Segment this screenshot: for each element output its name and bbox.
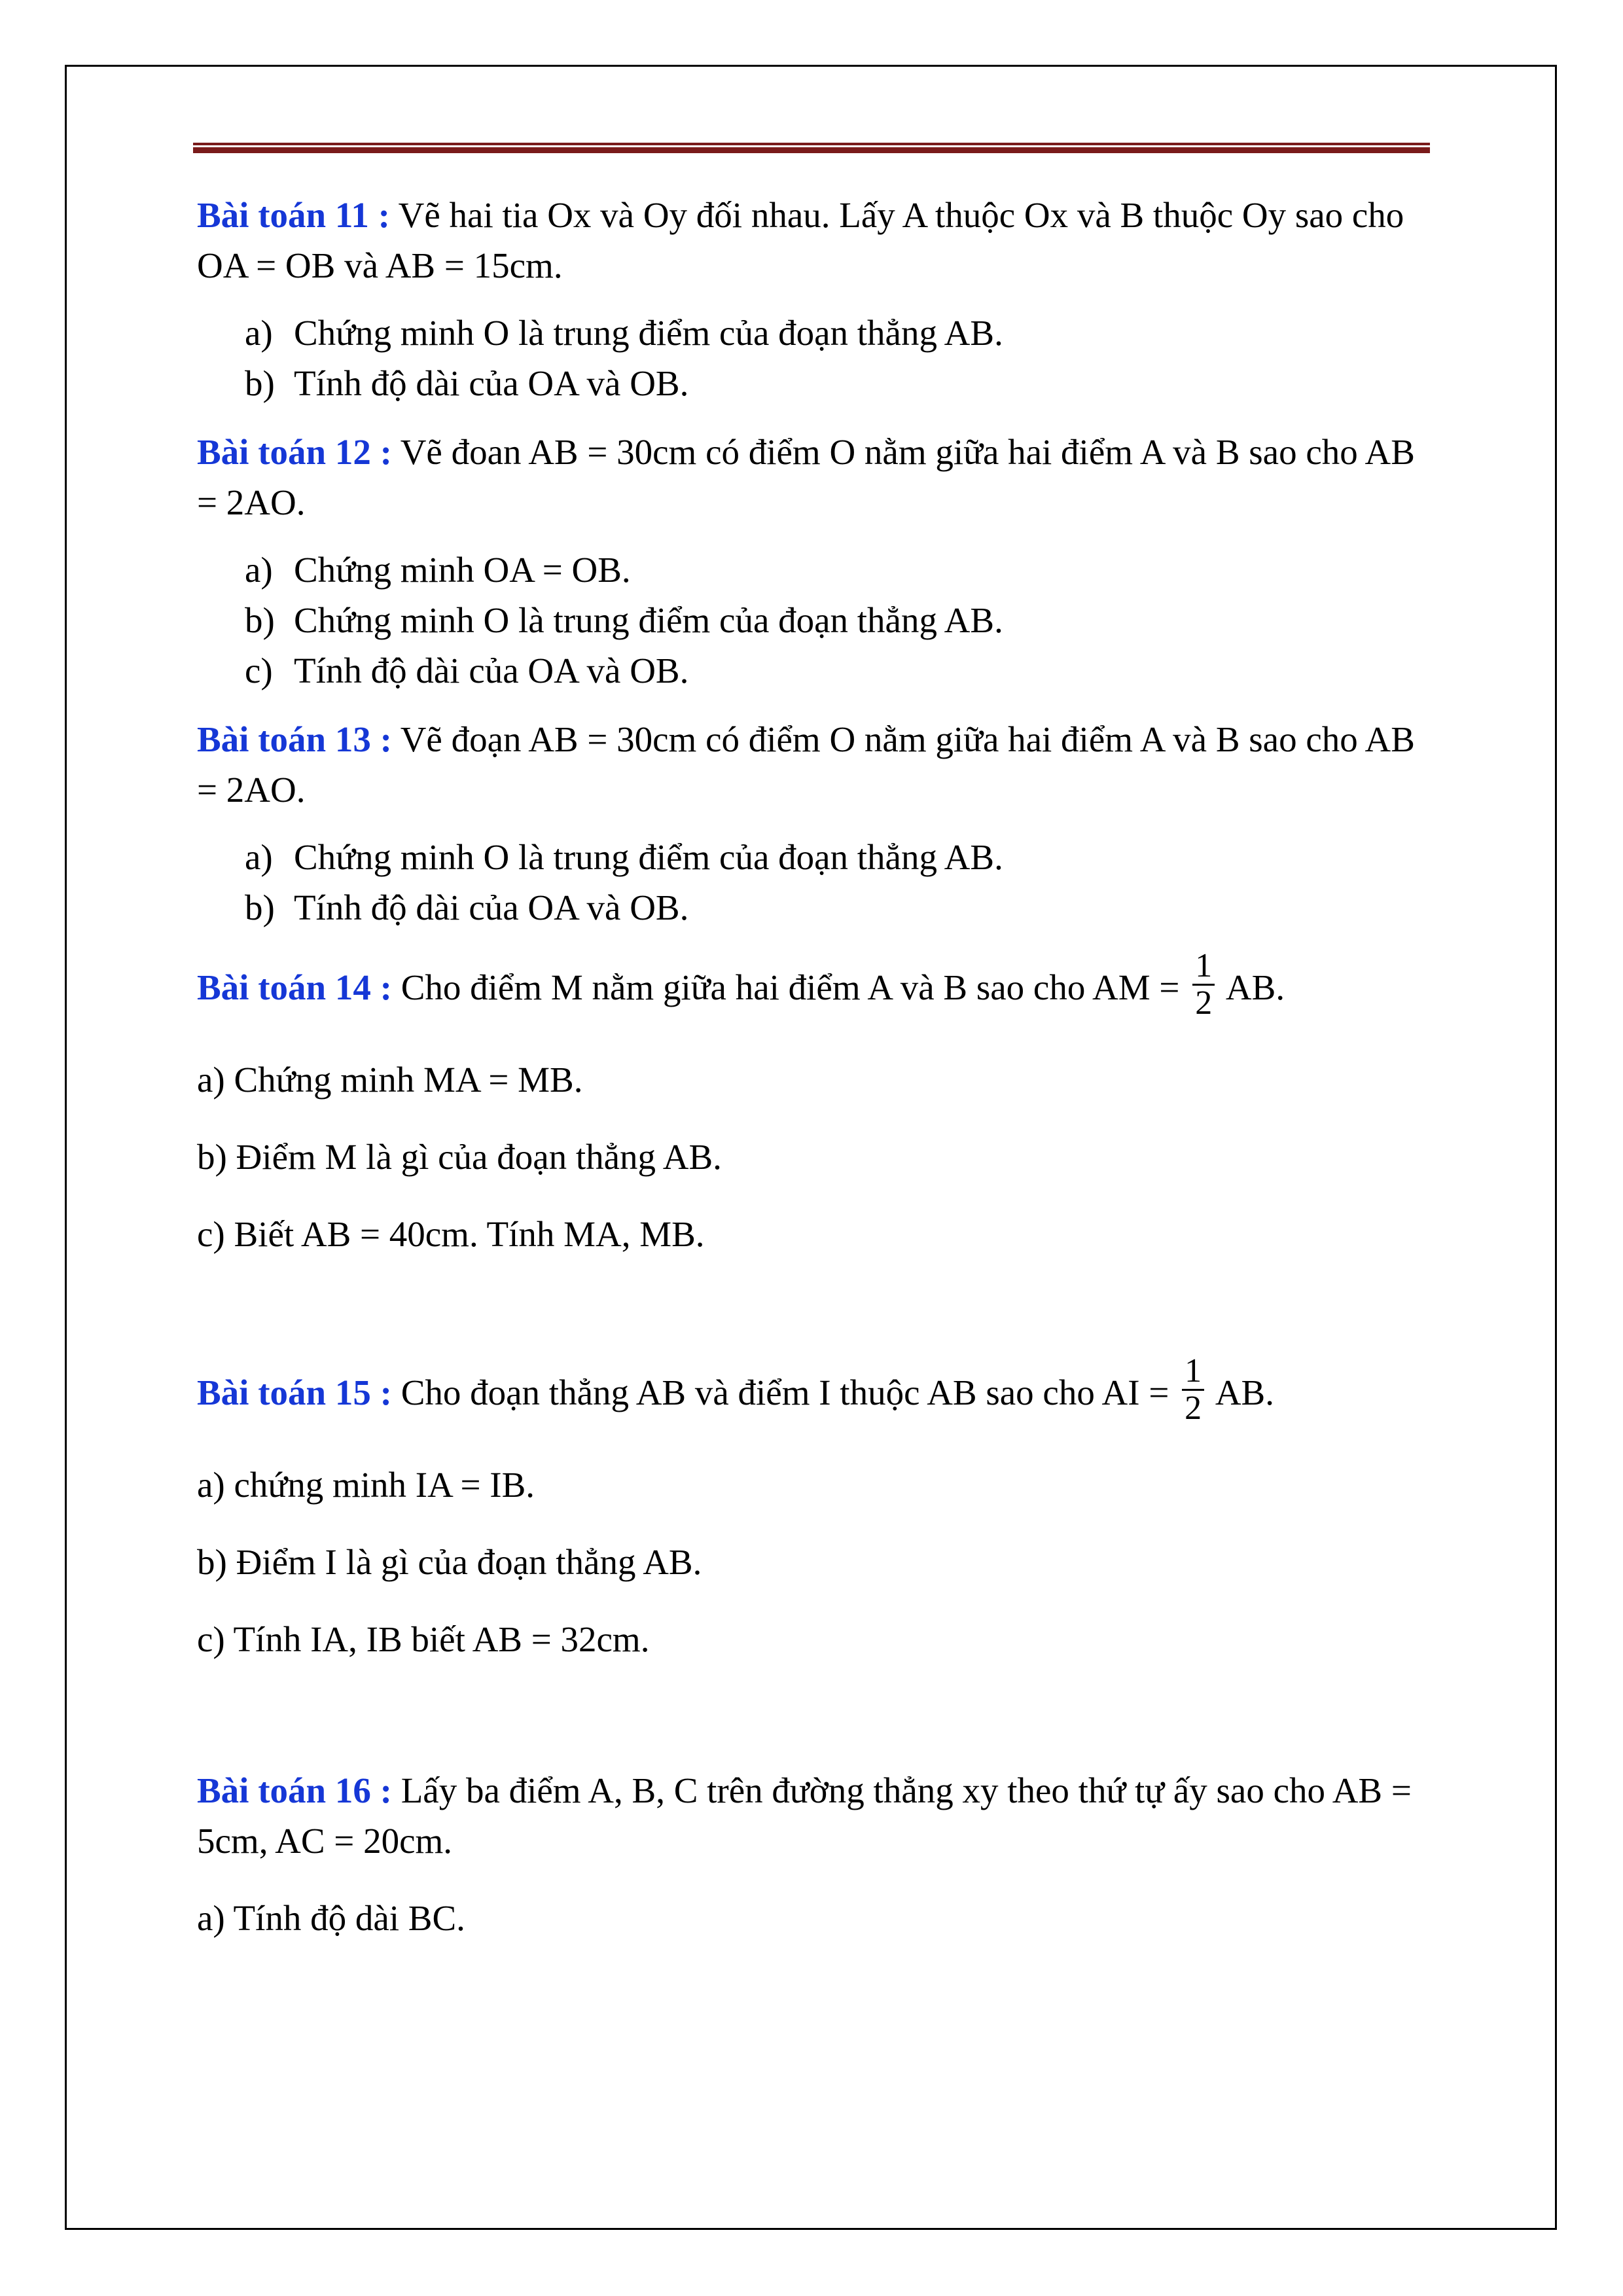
problem-title: Bài toán 14 : xyxy=(197,967,392,1008)
statement-text: Vẽ hai tia Ox và Oy đối nhau. Lấy A thuộc Ox và B thuộc Oy sao cho OA = OB và AB = 15cm. xyxy=(197,195,1404,285)
list-item: a) Chứng minh O là trung điểm của đoạn thẳng AB. xyxy=(245,837,1003,877)
document-content xyxy=(197,190,1434,1943)
problem-statement xyxy=(197,1352,1434,1433)
statement-text: Vẽ đoạn AB = 30cm có điểm O nằm giữa hai điểm A và B sao cho AB = 2AO. xyxy=(197,719,1415,810)
problem-title: Bài toán 11 : xyxy=(197,195,390,235)
statement-text: AB. xyxy=(1219,967,1285,1008)
list-item: b) Điểm M là gì của đoạn thẳng AB. xyxy=(197,1137,722,1177)
problem-15 xyxy=(197,1352,1434,1664)
problem-12 xyxy=(197,427,1434,696)
list-item: c) Tính độ dài của OA và OB. xyxy=(245,651,689,691)
statement-text: Cho điểm M nằm giữa hai điểm A và B sao cho AM = xyxy=(391,967,1189,1008)
problem-title: Bài toán 15 : xyxy=(197,1372,392,1413)
fraction-denominator: 2 xyxy=(1185,1390,1202,1427)
problem-title: Bài toán 12 : xyxy=(197,432,392,472)
fraction-denominator: 2 xyxy=(1195,984,1213,1022)
fraction xyxy=(1182,1354,1204,1426)
statement-text: Lấy ba điểm A, B, C trên đường thẳng xy theo thứ tự ấy sao cho AB = 5cm, AC = 20cm. xyxy=(197,1770,1412,1861)
fraction xyxy=(1192,948,1215,1021)
problem-statement xyxy=(197,714,1434,815)
list-item: a) Chứng minh OA = OB. xyxy=(245,550,631,590)
problem-statement xyxy=(197,1765,1434,1866)
list-item: a) chứng minh IA = IB. xyxy=(197,1465,535,1505)
problem-statement xyxy=(197,933,1434,1028)
list-item: c) Tính IA, IB biết AB = 32cm. xyxy=(197,1619,650,1659)
problem-13 xyxy=(197,714,1434,933)
problem-statement xyxy=(197,190,1434,291)
problem-title: Bài toán 16 : xyxy=(197,1770,392,1810)
statement-text: AB. xyxy=(1208,1372,1274,1413)
fraction-numerator: 1 xyxy=(1182,1354,1204,1391)
problem-16 xyxy=(197,1765,1434,1943)
list-item: a) Chứng minh O là trung điểm của đoạn thẳng AB. xyxy=(245,313,1003,353)
statement-text: Cho đoạn thẳng AB và điểm I thuộc AB sao cho AI = xyxy=(391,1372,1179,1413)
list-item: b) Điểm I là gì của đoạn thẳng AB. xyxy=(197,1542,702,1582)
list-item: b) Chứng minh O là trung điểm của đoạn thẳng AB. xyxy=(245,600,1003,640)
list-item: c) Biết AB = 40cm. Tính MA, MB. xyxy=(197,1214,705,1254)
list-item: a) Tính độ dài BC. xyxy=(197,1898,465,1938)
statement-text: Vẽ đoan AB = 30cm có điểm O nằm giữa hai điểm A và B sao cho AB = 2AO. xyxy=(197,432,1415,522)
problem-14 xyxy=(197,933,1434,1259)
problem-title: Bài toán 13 : xyxy=(197,719,392,759)
header-rule xyxy=(193,143,1430,154)
list-item: a) Chứng minh MA = MB. xyxy=(197,1060,583,1100)
fraction-numerator: 1 xyxy=(1192,948,1215,986)
problem-statement xyxy=(197,427,1434,528)
list-item: b) Tính độ dài của OA và OB. xyxy=(245,363,689,403)
list-item: b) Tính độ dài của OA và OB. xyxy=(245,888,689,927)
problem-11 xyxy=(197,190,1434,408)
